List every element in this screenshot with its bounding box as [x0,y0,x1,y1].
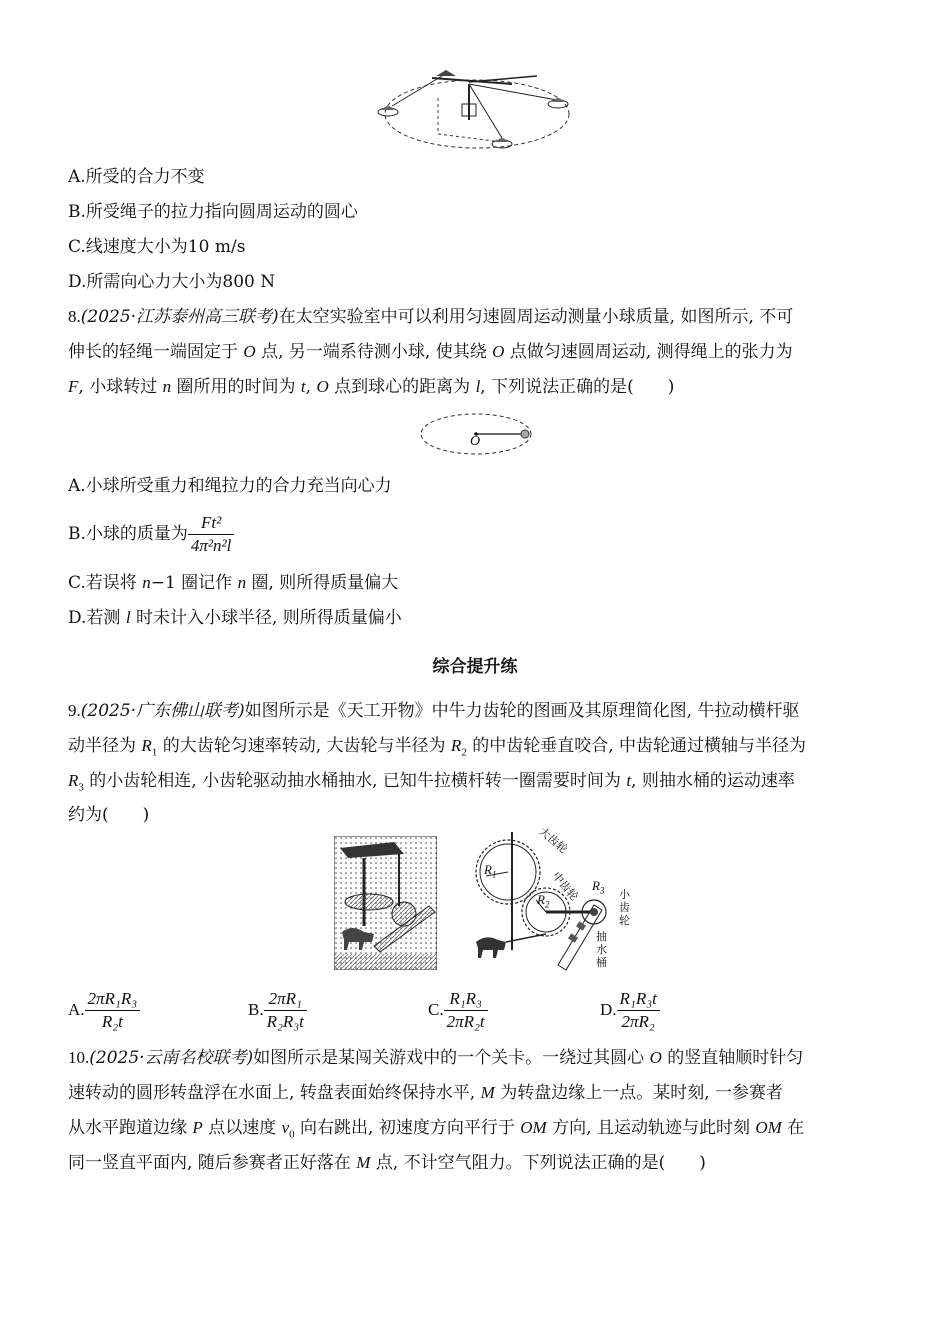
q8-option-d: D.若测 l 时未计入小球半径, 则所得质量偏小 [68,608,402,628]
q10-stem-line-2: 速转动的圆形转盘浮在水面上, 转盘表面始终保持水平, M 为转盘边缘上一点。某时刻, 一参赛者 [68,1083,784,1103]
label-r2: $R_2$ [537,892,550,910]
q9-stem-line-3: $R_3$ 的小齿轮相连, 小齿轮驱动抽水桶抽水, 已知牛拉横杆转一圈需要时间为 t, 则抽水桶的运动速率 [68,771,795,794]
q8-option-c: C.若误将 n−1 圈记作 n 圈, 则所得质量偏大 [68,573,399,593]
q7-option-d: D.所需向心力大小为800 N [68,272,276,292]
q8-stem-line-1: 8.(2025·江苏泰州高三联考)在太空实验室中可以利用匀速圆周运动测量小球质量, 如图所示, 不可 [68,307,794,327]
q9-option-d: D. $\frac{\text{R₁R₃t}}{\text{2πR₂}}$ [600,986,660,1034]
gear-schematic-figure [466,830,636,972]
q7-option-b: B.所受绳子的拉力指向圆周运动的圆心 [68,202,358,222]
q8-stem-line-3: F, 小球转过 n 圈所用的时间为 t, O 点到球心的距离为 l, 下列说法正确的是( ) [68,377,675,397]
q7-option-c: C.线速度大小为10 m/s [68,237,246,257]
q8-option-a: A.小球所受重力和绳拉力的合力充当向心力 [68,476,392,496]
q10-stem-line-1: 10.(2025·云南名校联考)如图所示是某闯关游戏中的一个关卡。一绕过其圆心 O 的竖直轴顺时针匀 [68,1048,804,1068]
q8-figure-label-o: O [470,434,481,449]
label-r1: $R_1$ [484,862,497,880]
label-r3: $R_3$ [592,878,605,896]
q9-source: (2025·广东佛山联考) [80,701,245,721]
q8-source: (2025·江苏泰州高三联考) [80,307,279,327]
q9-stem-line-1: 9.(2025·广东佛山联考)如图所示是《天工开物》中牛力齿轮的图画及其原理简化图, 牛拉动横杆驱 [68,701,800,721]
q7-option-a: A.所受的合力不变 [68,167,205,187]
label-mid-gear: 中齿轮 [549,869,581,904]
q9-option-b: B. $\frac{\text{2πR₁}}{\text{R₂R₃t}}$ [248,986,307,1034]
q8-option-b: B.小球的质量为 $\frac{\text{Ft²}}{\text{4π²n²l}}$ [68,510,234,558]
q10-stem-line-4: 同一竖直平面内, 随后参赛者正好落在 M 点, 不计空气阻力。下列说法正确的是( ) [68,1153,706,1173]
label-big-gear: 大齿轮 [536,824,570,856]
q10-source: (2025·云南名校联考) [89,1048,254,1068]
q9-stem-line-4: 约为( ) [68,805,150,825]
q8-stem-line-2: 伸长的轻绳一端固定于 O 点, 另一端系待测小球, 使其绕 O 点做匀速圆周运动, 测得绳上的张力为 [68,342,793,362]
q8-option-b-fraction: $\frac{\text{Ft²}}{\text{4π²n²l}}$ [188,512,234,557]
section-title: 综合提升练 [432,657,518,677]
q9-option-a: A. $\frac{\text{2πR₁R₃}}{\text{R₂t}}$ [68,986,140,1034]
q9-stem-line-2: 动半径为 $R_1$ 的大齿轮匀速率转动, 大齿轮与半径为 $R_2$ 的中齿轮垂直咬合, 中齿轮通过横轴与半径为 [68,736,807,759]
q9-option-c: C. $\frac{\text{R₁R₃}}{\text{2πR₂t}}$ [428,986,488,1034]
label-bucket: 抽水桶 [596,930,607,969]
tiangong-kaiwu-woodcut-figure [334,836,437,970]
q10-stem-line-3: 从水平跑道边缘 P 点以速度 $v_0$ 向右跳出, 初速度方向平行于 OM 方向, 且运动轨迹与此时刻 OM 在 [68,1118,805,1141]
swing-ride-figure [372,62,582,156]
label-small-gear: 小齿轮 [619,888,630,927]
